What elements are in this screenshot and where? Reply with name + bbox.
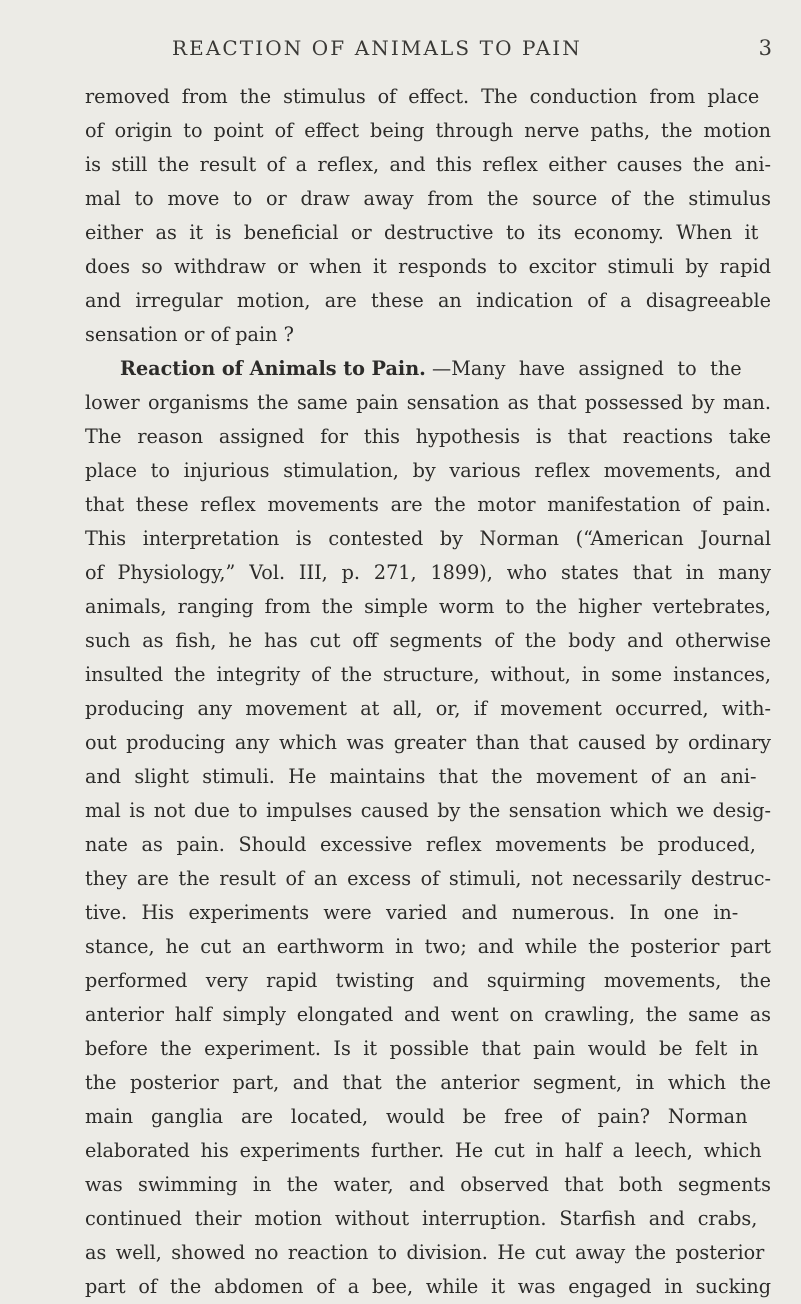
text-line: elaborated his experiments further. He cut in half a leech, which (85, 1139, 762, 1162)
text-line: the posterior part, and that the anterior segment, in which the (85, 1071, 771, 1094)
text-line: is still the result of a reflex, and this reflex either causes the ani- (85, 153, 771, 176)
text-line: and slight stimuli. He maintains that the movement of an ani- (85, 765, 757, 788)
text-line: that these reflex movements are the motor manifestation of pain. (85, 493, 771, 516)
running-head: REACTION OF ANIMALS TO PAIN (172, 36, 582, 60)
text-line: of origin to point of effect being through nerve paths, the motion (85, 119, 771, 142)
text-line: removed from the stimulus of effect. The conduction from place (85, 85, 760, 108)
text-line: tive. His experiments were varied and numerous. In one in- (85, 901, 739, 924)
text-line: insulted the integrity of the structure, without, in some instances, (85, 663, 771, 686)
page-header (172, 36, 772, 66)
text-line: they are the result of an excess of stimuli, not necessarily destruc- (85, 867, 771, 890)
text-line: This interpretation is contested by Norman (“American Journal (85, 527, 771, 550)
text-line: performed very rapid twisting and squirming movements, the (85, 969, 771, 992)
page-number: 3 (758, 36, 772, 60)
text-line: sensation or of pain ? (85, 323, 294, 346)
text-line: mal to move to or draw away from the source of the stimulus (85, 187, 771, 210)
text-line: place to injurious stimulation, by various reflex movements, and (85, 459, 771, 482)
text-line: mal is not due to impulses caused by the sensation which we desig- (85, 799, 771, 822)
text-line: part of the abdomen of a bee, while it was engaged in sucking (85, 1275, 771, 1298)
section-heading: Reaction of Animals to Pain. (120, 357, 426, 380)
text-line: stance, he cut an earthworm in two; and while the posterior part (85, 935, 771, 958)
text-line: The reason assigned for this hypothesis is that reactions take (85, 425, 771, 448)
text-line: and irregular motion, are these an indication of a disagreeable (85, 289, 771, 312)
text-line: producing any movement at all, or, if movement occurred, with- (85, 697, 771, 720)
text-line: does so withdraw or when it responds to excitor stimuli by rapid (85, 255, 771, 278)
text-line: continued their motion without interruption. Starfish and crabs, (85, 1207, 758, 1230)
text-line: anterior half simply elongated and went on crawling, the same as (85, 1003, 771, 1026)
text-line: either as it is beneficial or destructive to its economy. When it (85, 221, 759, 244)
text-line: before the experiment. Is it possible that pain would be felt in (85, 1037, 759, 1060)
text-line: out producing any which was greater than that caused by ordinary (85, 731, 771, 754)
text-line: as well, showed no reaction to division. He cut away the posterior (85, 1241, 765, 1264)
text-line: animals, ranging from the simple worm to the higher vertebrates, (85, 595, 771, 618)
text-line: nate as pain. Should excessive reflex movements be produced, (85, 833, 756, 856)
text-line: of Physiology,” Vol. III, p. 271, 1899), who states that in many (85, 561, 771, 584)
section-first-line: Reaction of Animals to Pain. —Many have assigned to the (0, 352, 801, 386)
text-line: main ganglia are located, would be free of pain? Norman (85, 1105, 748, 1128)
text-line: was swimming in the water, and observed that both segments (85, 1173, 771, 1196)
text-line: such as fish, he has cut off segments of the body and otherwise (85, 629, 771, 652)
text-line: lower organisms the same pain sensation as that possessed by man. (85, 391, 771, 414)
